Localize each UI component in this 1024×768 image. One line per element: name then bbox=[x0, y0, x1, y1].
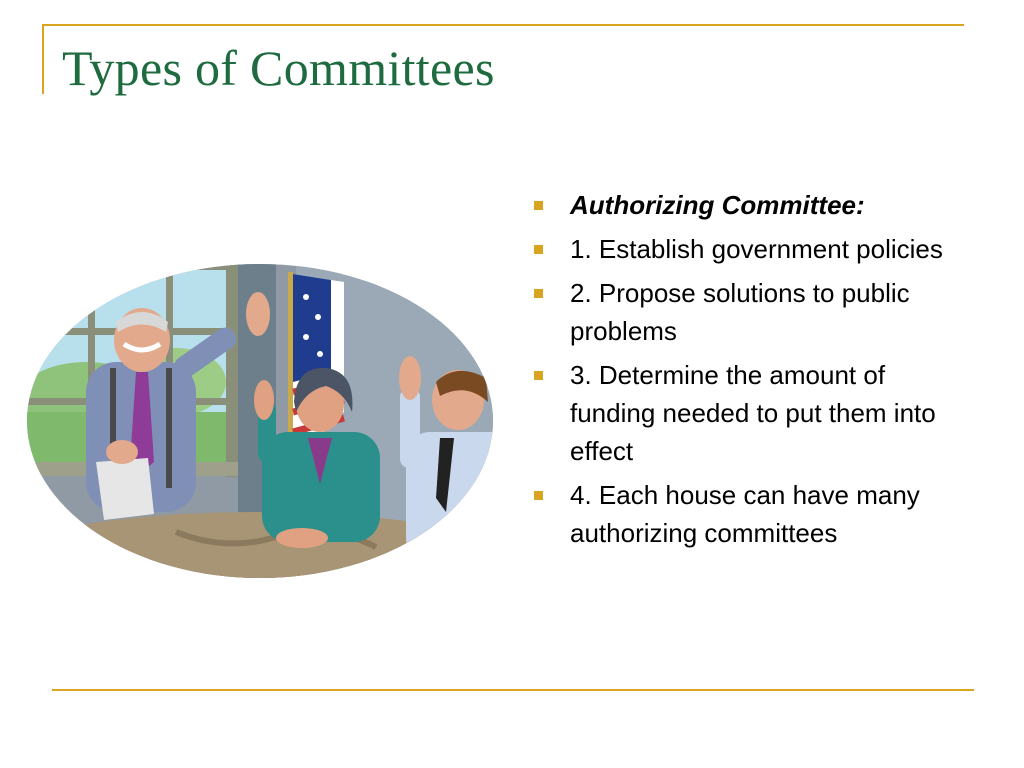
left-border-line bbox=[42, 24, 44, 94]
bullet-item bbox=[532, 356, 972, 470]
square-bullet-icon bbox=[534, 245, 543, 254]
square-bullet-icon bbox=[534, 289, 543, 298]
bullet-text: 1. Establish government policies bbox=[570, 234, 943, 264]
committee-meeting-illustration bbox=[26, 262, 494, 580]
slide-title: Types of Committees bbox=[62, 40, 495, 96]
top-border-line bbox=[42, 24, 964, 26]
square-bullet-icon bbox=[534, 371, 543, 380]
square-bullet-icon bbox=[534, 201, 543, 210]
bullet-text: 2. Propose solutions to public problems bbox=[570, 278, 910, 346]
bottom-border-line bbox=[52, 689, 974, 691]
square-bullet-icon bbox=[534, 491, 543, 500]
bullet-text: Authorizing Committee: bbox=[570, 190, 865, 220]
bullet-item bbox=[532, 274, 972, 350]
bullet-text: 4. Each house can have many authorizing committees bbox=[570, 480, 920, 548]
bullet-item bbox=[532, 186, 972, 224]
bullet-item bbox=[532, 476, 972, 552]
bullet-text: 3. Determine the amount of funding needed to put them into effect bbox=[570, 360, 936, 466]
bullet-list bbox=[532, 186, 972, 558]
bullet-item bbox=[532, 230, 972, 268]
